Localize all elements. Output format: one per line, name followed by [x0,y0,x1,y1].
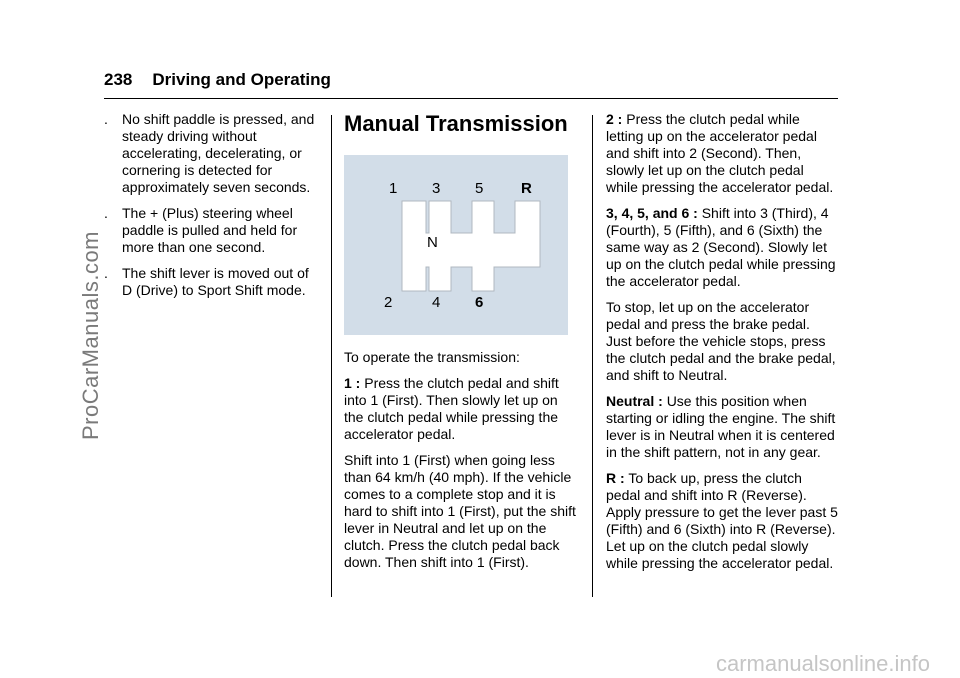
column-divider-2 [592,115,593,597]
item-neutral-term: Neutral : [606,393,663,409]
paragraph-stop: To stop, let up on the accelerator pedal and press the brake pedal. Just before the vehicle stops, press the clutch pedal and the brake pedal, and shift to Neutral. [606,299,836,383]
item-2 [606,111,838,196]
item-reverse-term: R : [606,470,625,486]
shift-gate-outline [402,201,540,291]
page-number: 238 [104,70,133,89]
item-2-text: Press the clutch pedal while letting up on the accelerator pedal and shift into 2 (Second). Then, slowly let up on the clutch pedal while pressing the accelerator pedal. [606,111,834,195]
intro-text: To operate the transmission: [344,349,520,365]
bullet-item [104,265,316,299]
bullet-glyph: . [104,111,108,127]
item-neutral-text: Use this position when starting or idling the engine. The shift lever is in Neutral when it is centered in the shift pattern, not in any gear. [606,393,836,460]
item-3-6-text: Shift into 3 (Third), 4 (Fourth), 5 (Fifth), and 6 (Sixth) the same way as 2 (Second). Slowly let up on the clutch pedal while pressing the accelerator pedal. [606,205,836,289]
item-3-6 [606,205,838,290]
shift-pattern-graphic [344,155,568,335]
item-3-6-term: 3, 4, 5, and 6 : [606,205,698,221]
watermark-procarmanuals: ProCarManuals.com [78,230,103,440]
header-rule [104,98,838,99]
gear-label-4: 4 [432,294,441,311]
item-1 [344,375,580,443]
column-1 [104,111,316,308]
item-1-text: Press the clutch pedal and shift into 1 (First). Then slowly let up on the clutch pedal while pressing the accelerator pedal. [344,375,559,442]
item-reverse [606,470,838,572]
paragraph-shift-first: Shift into 1 (First) when going less than 64 km/h (40 mph). If the vehicle comes to a complete stop and it is hard to shift into 1 (First), put the shift lever in Neutral and let up on the clutch. Press the clutch pedal back down. Then shift into 1 (First). [344,452,576,570]
item-neutral [606,393,838,461]
bullet-text: No shift paddle is pressed, and steady driving without accelerating, decelerating, or cornering is detected for approximately seven seconds. [122,111,315,195]
gear-label-3: 3 [432,180,441,197]
column-divider-1 [331,115,332,597]
column-3 [606,111,838,581]
section-title: Manual Transmission [344,111,568,136]
bullet-text: The + (Plus) steering wheel paddle is pulled and held for more than one second. [122,205,298,255]
column-2 [344,111,580,580]
gear-label-5: 5 [475,180,484,197]
shift-pattern-diagram [344,155,568,335]
bullet-glyph: . [104,265,108,281]
watermark-carmanualsonline: carmanualsonline.info [715,651,930,676]
item-1-term: 1 : [344,375,361,391]
bullet-text: The shift lever is moved out of D (Drive) to Sport Shift mode. [122,265,309,298]
page-header-title: Driving and Operating [152,70,331,89]
gear-label-6: 6 [475,294,484,311]
item-reverse-text: To back up, press the clutch pedal and shift into R (Reverse). Apply pressure to get the lever past 5 (Fifth) and 6 (Sixth) into R (Reverse). Let up on the clutch pedal slowly while pressing the accelerator pedal. [606,470,838,571]
gear-label-r: R [521,180,532,197]
gear-label-n: N [427,234,438,251]
page-header [104,70,331,90]
gear-label-2: 2 [384,294,393,311]
bullet-glyph: . [104,205,108,221]
bullet-item [104,205,316,256]
bullet-item [104,111,316,196]
item-2-term: 2 : [606,111,623,127]
gear-label-1: 1 [389,180,398,197]
